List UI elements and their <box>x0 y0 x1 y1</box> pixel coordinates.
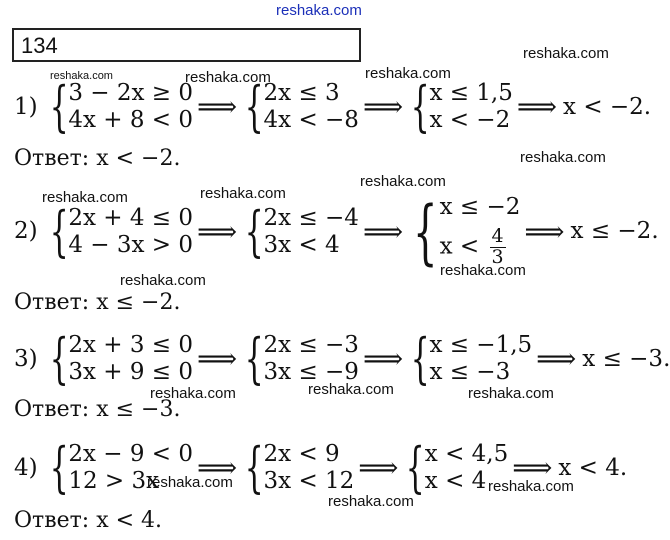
inequality: 3x < 12 <box>263 468 355 494</box>
watermark: reshaka.com <box>523 45 609 62</box>
brace-icon: { <box>49 327 69 390</box>
brace-icon: { <box>244 436 264 499</box>
brace-icon: { <box>410 75 430 138</box>
watermark: reshaka.com <box>360 173 446 190</box>
result: x < 4. <box>558 454 628 481</box>
system-step-3 <box>409 327 533 390</box>
brace-icon: { <box>244 199 264 263</box>
implies-arrow-icon: ⟹ <box>536 342 577 375</box>
brace-icon: { <box>406 436 426 499</box>
answer-prefix: Ответ: <box>14 397 90 422</box>
implies-arrow-icon: ⟹ <box>197 214 238 248</box>
inequality: 2x ≤ 3 <box>263 80 340 106</box>
watermark: reshaka.com <box>147 474 233 491</box>
watermark: reshaka.com <box>440 262 526 279</box>
system-original <box>48 199 194 263</box>
watermark: reshaka.com <box>185 69 271 86</box>
inequality: x ≤ −2 <box>439 194 521 220</box>
result: x ≤ −2. <box>570 218 659 245</box>
problem-label: 3) <box>14 345 38 372</box>
answer-value: x < −2. <box>96 146 181 171</box>
inequality: 3x < 4 <box>263 231 340 258</box>
brace-icon: { <box>413 190 438 273</box>
implies-arrow-icon: ⟹ <box>197 90 238 123</box>
watermark: reshaka.com <box>42 189 128 206</box>
answer-value: x ≤ −2. <box>96 290 181 315</box>
implies-arrow-icon: ⟹ <box>512 451 553 484</box>
answer-2 <box>14 292 180 314</box>
answer-prefix: Ответ: <box>14 146 90 171</box>
answer-value: x < 4. <box>96 508 163 533</box>
system-step-2 <box>243 199 359 263</box>
inequality-lhs: x < <box>439 233 480 260</box>
problem-label: 4) <box>14 454 38 481</box>
system-step-3 <box>409 75 513 138</box>
implies-arrow-icon: ⟹ <box>362 214 404 248</box>
watermark: reshaka.com <box>365 65 451 82</box>
implies-arrow-icon: ⟹ <box>358 451 399 484</box>
result: x < −2. <box>563 93 652 120</box>
inequality: x ≤ −3 <box>429 359 511 385</box>
watermark: reshaka.com <box>488 478 574 495</box>
inequality: 2x − 9 < 0 <box>68 441 194 467</box>
inequality: x ≤ −1,5 <box>429 332 533 358</box>
inequality: 2x + 3 ≤ 0 <box>68 332 194 358</box>
brace-icon: { <box>49 199 69 263</box>
system-step-2 <box>243 436 355 499</box>
problem-number: 134 <box>21 33 58 58</box>
brace-icon: { <box>410 327 430 390</box>
inequality: x < 4,5 <box>424 441 509 467</box>
inequality: 3 − 2x ≥ 0 <box>68 80 194 106</box>
watermark: reshaka.com <box>200 185 286 202</box>
brace-icon: { <box>49 436 69 499</box>
system-original <box>48 327 194 390</box>
answer-1 <box>14 148 180 170</box>
brace-icon: { <box>49 75 69 138</box>
implies-arrow-icon: ⟹ <box>197 342 238 375</box>
inequality: x ≤ 1,5 <box>429 80 513 106</box>
watermark: reshaka.com <box>520 149 606 166</box>
inequality: 3x ≤ −9 <box>263 359 359 385</box>
watermark: reshaka.com <box>120 272 206 289</box>
system-step-2 <box>243 327 359 390</box>
fraction-denominator: 3 <box>491 245 504 268</box>
watermark: reshaka.com <box>308 381 394 398</box>
inequality: x < −2 <box>429 107 511 133</box>
implies-arrow-icon: ⟹ <box>524 214 565 248</box>
inequality: 2x + 4 ≤ 0 <box>68 204 194 231</box>
watermark: reshaka.com <box>328 493 414 510</box>
inequality: 4 − 3x > 0 <box>68 231 194 258</box>
brace-icon: { <box>244 75 264 138</box>
inequality: 2x ≤ −4 <box>263 204 359 231</box>
inequality: 4x + 8 < 0 <box>68 107 194 133</box>
inequality: 4x < −8 <box>263 107 359 133</box>
implies-arrow-icon: ⟹ <box>516 90 558 123</box>
answer-4 <box>14 510 162 532</box>
problem-label: 1) <box>14 93 38 120</box>
site-watermark-top: reshaka.com <box>276 2 362 19</box>
inequality: x < 4 <box>424 468 487 494</box>
fraction-numerator: 4 <box>491 225 504 247</box>
result: x ≤ −3. <box>582 345 670 372</box>
inequality: 2x ≤ −3 <box>263 332 359 358</box>
watermark: reshaka.com <box>50 70 113 82</box>
answer-3 <box>14 399 180 421</box>
system-step-2 <box>243 75 359 138</box>
inequality: 2x < 9 <box>263 441 340 467</box>
watermark: reshaka.com <box>150 385 236 402</box>
inequality: 3x + 9 ≤ 0 <box>68 359 194 385</box>
inequality: 12 > 3x <box>68 468 160 494</box>
problem-number-box <box>12 28 361 62</box>
answer-value: x ≤ −3. <box>96 397 181 422</box>
watermark: reshaka.com <box>468 385 554 402</box>
implies-arrow-icon: ⟹ <box>197 451 238 484</box>
implies-arrow-icon: ⟹ <box>362 90 404 123</box>
answer-prefix: Ответ: <box>14 508 90 533</box>
brace-icon: { <box>244 327 264 390</box>
answer-prefix: Ответ: <box>14 290 90 315</box>
problem-label: 2) <box>14 218 38 245</box>
implies-arrow-icon: ⟹ <box>362 342 404 375</box>
